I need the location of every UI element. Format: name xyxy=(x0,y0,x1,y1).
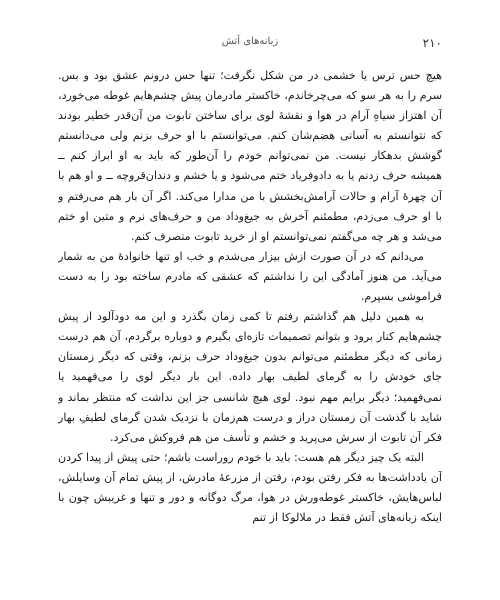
paragraph-3: به همین دلیل هم گذاشتم رفتم تا کمی زمان بگذرد و این مه دودآلود از پیش چشم‌هایم کنار برود و بتوانم تصمیمات تازه‌ای بگیرم و دوباره برگردم، آن هم درست زمانی که دیگر مطمئنم می‌توانم بدون جیغ‌وداد حرف بزنم، وقتی که دیگر زمستان جای خودش را به گرمای لطیف بهار داده. این بار دیگر لوی را می‌فهمید یا نمی‌فهمید؛ دیگر برایم مهم نبود. لوی هیچ شانسی جز این نداشت که منتظر بماند و شاید با گذشت آن زمستان دراز و درست هم‌زمان با نزدیک شدن گرمای لطیفِ بهار فکر آن تابوت از سرش می‌پرید و خشم و تأسف من هم فروکش می‌کرد. xyxy=(58,310,442,444)
body-text xyxy=(58,66,442,588)
page-number: ۲۱۰ xyxy=(422,36,442,50)
page-header xyxy=(58,36,442,52)
paragraph-1: هیچ حس ترس یا خشمی در من شکل نگرفت؛ تنها حس درونم عشق بود و بس. سرم را به هر سو که می‌چرخاندم، خاکستر مادرمان پیش چشم‌هایم غوطه می‌خورد، آن اهتزاز سیاهِ آرام در هوا و نقشهٔ لوی برای ساختن تابوت من آن‌قدر خطیر بودند که نتوانستم به آسانی هضم‌شان کنم. می‌توانستم با او حرف بزنم ولی می‌دانستم گوشش بدهکار نیست. من نمی‌توانم خودم را آن‌طور که باید به او ابراز کنم ــ همیشه حرف زدنم یا به دادوفریاد ختم می‌شود و یا خشم و دندان‌قروچه ــ و او هم با آن چهرهٔ آرام و حالات آرامش‌بخشش با من مدارا می‌کند. اگر آن بار هم می‌رفتم و با او حرف می‌زدم، مطمئنم آخرش به جیغ‌وداد من و حرف‌های نرم و متین او ختم می‌شد و هر چه می‌گفتم نمی‌توانستم او از خرید تابوت منصرف کنم. xyxy=(58,69,442,243)
running-title: زبانه‌های آتش xyxy=(221,36,279,47)
paragraph-2: می‌دانم که در آن صورت ازش بیزار می‌شدم و خب او تنها خانوادهٔ من به شمار می‌آید. من هنوز آمادگی این را نداشتم که عشقی که مادرم ساخته بود را به دست فراموشی بسپرم. xyxy=(58,249,442,304)
paragraph-4: البته یک چیز دیگر هم هست: باید با خودم روراست باشم؛ حتی پیش از پیدا کردن آن یادداشت‌ها به فکر رفتن بودم، رفتن از مزرعهٔ مادرش، از پیش تمام آن وسایلش، لباس‌هایش، خاکستر غوطه‌ورش در هوا، مرگ دوگانه و دور و تنها و غریبش چون با اینکه زبانه‌های آتش فقط در ملالوکا از تنم xyxy=(58,450,442,525)
